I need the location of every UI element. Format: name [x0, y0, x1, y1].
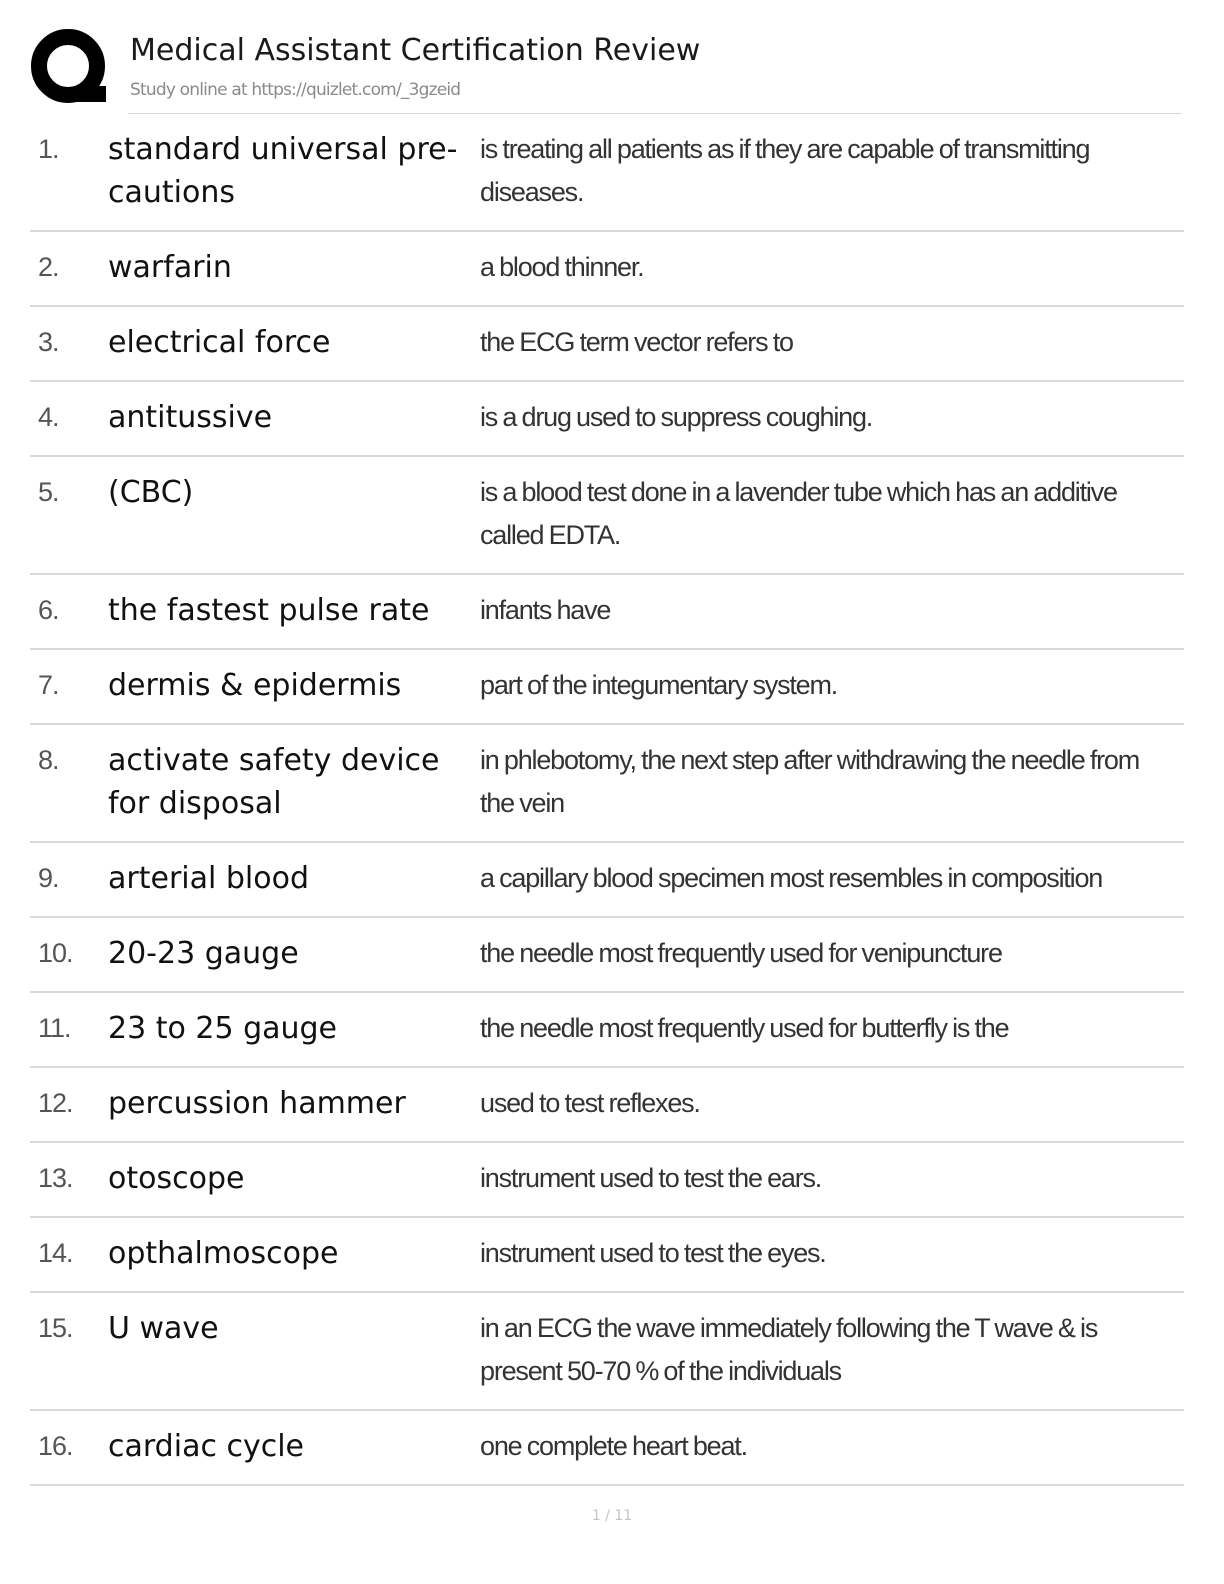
study-link: Study online at https://quizlet.com/_3gzeid: [130, 80, 461, 100]
card-definition: in phlebotomy, the next step after withdrawing the needle from the vein: [480, 745, 1140, 818]
flashcard-row: [30, 725, 1184, 843]
flashcard-row: [30, 918, 1184, 993]
quizlet-logo-icon: [30, 28, 110, 108]
flashcard-row: [30, 650, 1184, 725]
card-definition: a capillary blood specimen most resembles in composition: [480, 863, 1103, 893]
card-term: arterial blood: [108, 861, 309, 896]
card-term: warfarin: [108, 250, 232, 285]
card-definition: the needle most frequently used for butterfly is the: [480, 1013, 1009, 1043]
card-term: the fastest pulse rate: [108, 593, 430, 628]
card-number: 14.: [38, 1238, 73, 1268]
card-number: 2.: [38, 252, 59, 282]
card-term: (CBC): [108, 475, 194, 510]
card-term: otoscope: [108, 1161, 245, 1196]
card-number: 11.: [38, 1013, 71, 1043]
card-number: 6.: [38, 595, 59, 625]
card-definition: the ECG term vector refers to: [480, 327, 793, 357]
card-definition: infants have: [480, 595, 611, 625]
card-term: 20-23 gauge: [108, 936, 299, 971]
card-definition: part of the integumentary system.: [480, 670, 838, 700]
card-number: 12.: [38, 1088, 73, 1118]
flashcard-row: [30, 1411, 1184, 1486]
flashcard-row: [30, 1143, 1184, 1218]
card-term: U wave: [108, 1311, 219, 1346]
flashcard-row: [30, 1068, 1184, 1143]
card-term: activate safety device for disposal: [108, 743, 440, 821]
flashcard-list: [30, 114, 1184, 1486]
card-number: 5.: [38, 477, 59, 507]
flashcard-row: [30, 1293, 1184, 1411]
card-definition: one complete heart beat.: [480, 1431, 747, 1461]
card-definition: the needle most frequently used for venipuncture: [480, 938, 1002, 968]
card-term: 23 to 25 gauge: [108, 1011, 338, 1046]
flashcard-row: [30, 457, 1184, 575]
card-number: 3.: [38, 327, 59, 357]
flashcard-row: [30, 382, 1184, 457]
card-term: antitussive: [108, 400, 273, 435]
card-term: percussion hammer: [108, 1086, 406, 1121]
flashcard-row: [30, 575, 1184, 650]
card-definition: instrument used to test the eyes.: [480, 1238, 826, 1268]
card-definition: in an ECG the wave immediately following the T wave & is present 50-70 % of the individuals: [480, 1313, 1098, 1386]
card-definition: is a drug used to suppress coughing.: [480, 402, 873, 432]
card-term: cardiac cycle: [108, 1429, 305, 1464]
card-definition: instrument used to test the ears.: [480, 1163, 822, 1193]
card-number: 9.: [38, 863, 59, 893]
flashcard-row: [30, 114, 1184, 232]
page-title: Medical Assistant Certification Review: [130, 33, 701, 68]
card-definition: is treating all patients as if they are capable of transmitting diseases.: [480, 134, 1090, 207]
flashcard-row: [30, 1218, 1184, 1293]
card-definition: is a blood test done in a lavender tube which has an additive called EDTA.: [480, 477, 1117, 550]
card-number: 7.: [38, 670, 59, 700]
card-number: 8.: [38, 745, 59, 775]
card-number: 13.: [38, 1163, 73, 1193]
flashcard-row: [30, 843, 1184, 918]
card-number: 4.: [38, 402, 59, 432]
card-term: opthalmoscope: [108, 1236, 339, 1271]
card-number: 10.: [38, 938, 73, 968]
card-number: 1.: [38, 134, 59, 164]
card-definition: a blood thinner.: [480, 252, 644, 282]
flashcard-row: [30, 993, 1184, 1068]
card-definition: used to test reflexes.: [480, 1088, 700, 1118]
flashcard-row: [30, 232, 1184, 307]
page-number: 1 / 11: [591, 1508, 633, 1524]
card-term: standard universal pre-cautions: [108, 132, 458, 210]
card-number: 16.: [38, 1431, 73, 1461]
flashcard-row: [30, 307, 1184, 382]
card-term: electrical force: [108, 325, 331, 360]
card-term: dermis & epidermis: [108, 668, 402, 703]
card-number: 15.: [38, 1313, 73, 1343]
